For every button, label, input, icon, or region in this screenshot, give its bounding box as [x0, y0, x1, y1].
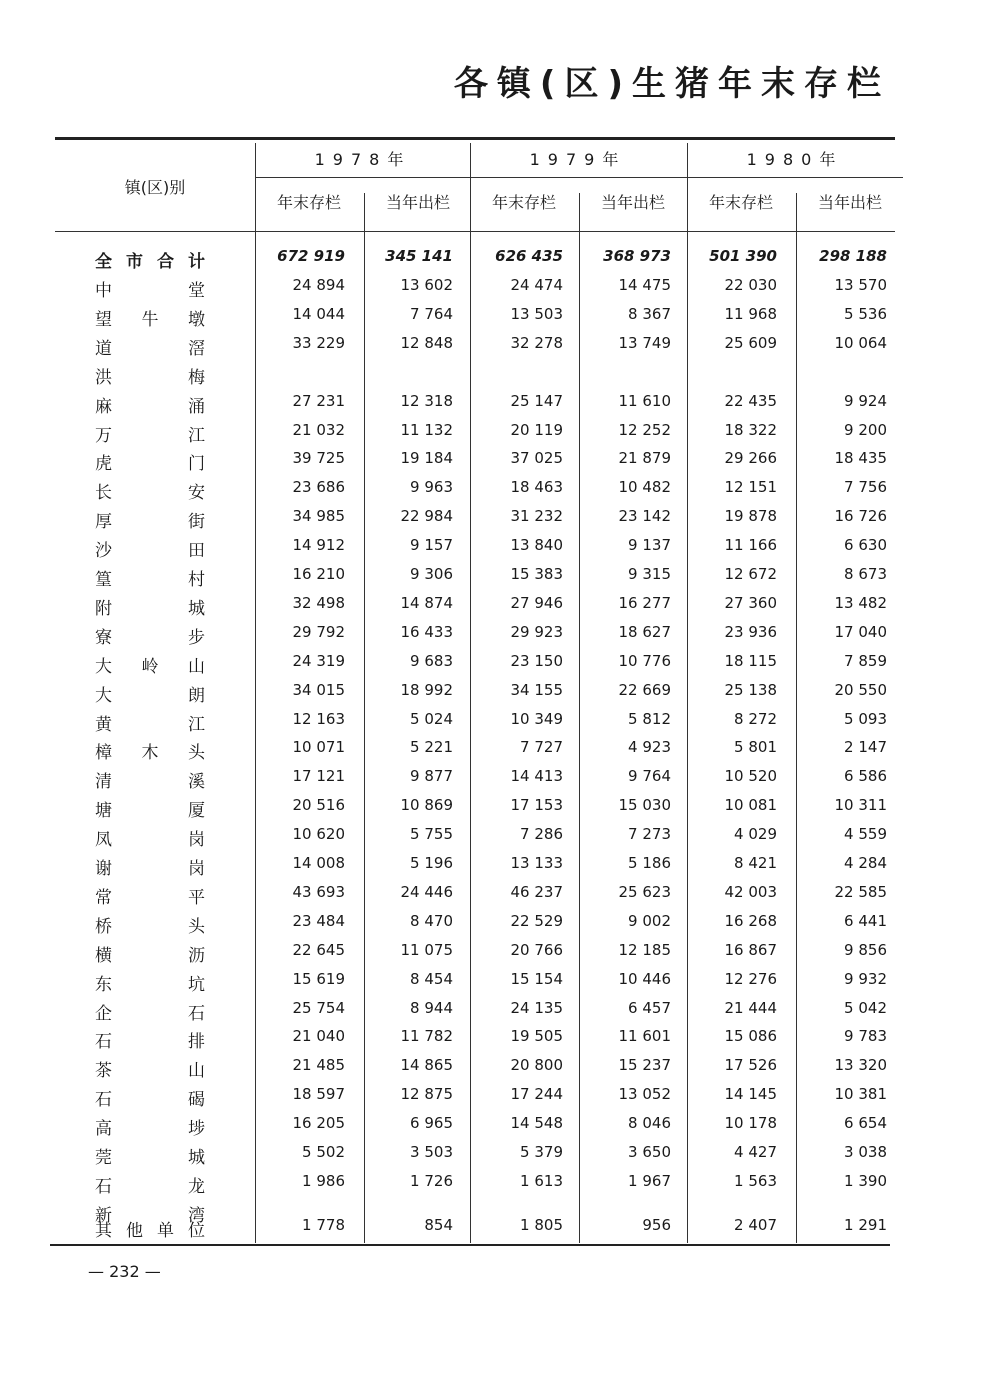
row-name: 虎 门: [95, 454, 205, 474]
row-value: 16 210: [292, 565, 345, 583]
table-row: [55, 681, 895, 707]
row-value: 21 485: [292, 1056, 345, 1074]
row-name: 万 江: [95, 426, 205, 446]
row-value: 15 383: [510, 565, 563, 583]
table-row: [55, 507, 895, 533]
row-value: 23 484: [292, 912, 345, 930]
row-value: 6 457: [628, 999, 671, 1017]
row-value: 20 516: [292, 796, 345, 814]
row-value: 43 693: [292, 883, 345, 901]
row-value: 18 322: [724, 421, 777, 439]
row-value: 8 046: [628, 1114, 671, 1132]
row-value: 18 627: [618, 623, 671, 641]
row-value: 13 133: [510, 854, 563, 872]
subheader-slaughter: 当年出栏: [600, 193, 665, 212]
row-value: 21 032: [292, 421, 345, 439]
row-value: 11 782: [400, 1027, 453, 1045]
row-value: 5 093: [844, 710, 887, 728]
row-value: 345 141: [385, 247, 453, 265]
row-value: 10 520: [724, 767, 777, 785]
row-value: 5 755: [410, 825, 453, 843]
row-value: 33 229: [292, 334, 345, 352]
row-value: 24 135: [510, 999, 563, 1017]
row-value: 11 610: [618, 392, 671, 410]
row-value: 15 086: [724, 1027, 777, 1045]
year-header: 1979年: [529, 150, 627, 169]
row-value: 18 115: [724, 652, 777, 670]
table-row: [55, 767, 895, 793]
table-row: [55, 449, 895, 475]
row-value: 10 064: [834, 334, 887, 352]
row-value: 22 435: [724, 392, 777, 410]
row-value: 11 132: [400, 421, 453, 439]
row-value: 46 237: [510, 883, 563, 901]
total-row: [55, 247, 895, 273]
row-value: 13 749: [618, 334, 671, 352]
row-value: 34 015: [292, 681, 345, 699]
row-value: 10 071: [292, 738, 345, 756]
row-value: 9 963: [410, 478, 453, 496]
row-value: 4 029: [734, 825, 777, 843]
row-value: 29 266: [724, 449, 777, 467]
row-value: 8 944: [410, 999, 453, 1017]
row-value: 9 764: [628, 767, 671, 785]
row-value: 12 672: [724, 565, 777, 583]
row-value: 7 764: [410, 305, 453, 323]
row-name: 大 岭 山: [95, 657, 205, 677]
row-value: 23 686: [292, 478, 345, 496]
row-value: 42 003: [724, 883, 777, 901]
row-value: 1 563: [734, 1172, 777, 1190]
row-name: 常 平: [95, 888, 205, 908]
row-name: 桥 头: [95, 917, 205, 937]
row-value: 17 526: [724, 1056, 777, 1074]
table-row: [55, 710, 895, 736]
row-value: 25 147: [510, 392, 563, 410]
row-value: 10 869: [400, 796, 453, 814]
table-row: [55, 1216, 895, 1242]
row-name: 沙 田: [95, 541, 205, 561]
row-name: 石 排: [95, 1032, 205, 1052]
row-value: 6 441: [844, 912, 887, 930]
subheader-stock: 年末存栏: [276, 193, 341, 212]
row-value: 11 075: [400, 941, 453, 959]
table-row: [55, 652, 895, 678]
row-name: 全 市 合 计: [95, 252, 205, 272]
table-row: [55, 883, 895, 909]
subheader-slaughter: 当年出栏: [385, 193, 450, 212]
row-value: 15 154: [510, 970, 563, 988]
row-name: 谢 岗: [95, 859, 205, 879]
row-value: 31 232: [510, 507, 563, 525]
table-row: [55, 1114, 895, 1140]
row-value: 16 277: [618, 594, 671, 612]
row-value: 6 630: [844, 536, 887, 554]
row-value: 12 318: [400, 392, 453, 410]
row-value: 4 427: [734, 1143, 777, 1161]
row-name: 厚 街: [95, 512, 205, 532]
row-value: 27 231: [292, 392, 345, 410]
row-value: 15 030: [618, 796, 671, 814]
table-row: [55, 334, 895, 360]
row-value: 22 645: [292, 941, 345, 959]
row-value: 18 463: [510, 478, 563, 496]
table-row: [55, 970, 895, 996]
row-value: 9 683: [410, 652, 453, 670]
row-value: 16 867: [724, 941, 777, 959]
row-value: 9 137: [628, 536, 671, 554]
row-value: 20 550: [834, 681, 887, 699]
row-value: 23 936: [724, 623, 777, 641]
row-value: 7 286: [520, 825, 563, 843]
row-value: 16 726: [834, 507, 887, 525]
row-value: 13 052: [618, 1085, 671, 1103]
subheader-stock: 年末存栏: [708, 193, 773, 212]
table-row: [55, 1027, 895, 1053]
row-value: 16 205: [292, 1114, 345, 1132]
row-value: 21 879: [618, 449, 671, 467]
row-value: 8 673: [844, 565, 887, 583]
row-value: 32 498: [292, 594, 345, 612]
table-row: [55, 421, 895, 447]
row-value: 11 166: [724, 536, 777, 554]
row-name: 其 他 单 位: [95, 1221, 205, 1241]
row-value: 14 865: [400, 1056, 453, 1074]
table-row: [55, 999, 895, 1025]
row-value: 15 619: [292, 970, 345, 988]
row-value: 5 196: [410, 854, 453, 872]
row-value: 1 726: [410, 1172, 453, 1190]
row-value: 13 840: [510, 536, 563, 554]
row-name: 篁 村: [95, 570, 205, 590]
row-name: 塘 厦: [95, 801, 205, 821]
row-value: 10 349: [510, 710, 563, 728]
table-row: [55, 854, 895, 880]
row-name: 长 安: [95, 483, 205, 503]
row-value: 5 379: [520, 1143, 563, 1161]
row-name: 寮 步: [95, 628, 205, 648]
row-value: 14 044: [292, 305, 345, 323]
subheader-slaughter: 当年出栏: [817, 193, 882, 212]
row-value: 24 474: [510, 276, 563, 294]
header-rule: [55, 231, 895, 232]
year-rule: [255, 177, 903, 178]
row-value: 32 278: [510, 334, 563, 352]
row-value: 8 454: [410, 970, 453, 988]
row-value: 12 163: [292, 710, 345, 728]
row-value: 8 367: [628, 305, 671, 323]
row-value: 14 548: [510, 1114, 563, 1132]
row-value: 1 967: [628, 1172, 671, 1190]
row-value: 18 435: [834, 449, 887, 467]
table-bottom-rule: [50, 1244, 890, 1246]
table-row: [55, 594, 895, 620]
row-value: 25 754: [292, 999, 345, 1017]
table-row: [55, 1085, 895, 1111]
row-value: 7 859: [844, 652, 887, 670]
row-value: 4 923: [628, 738, 671, 756]
row-value: 3 038: [844, 1143, 887, 1161]
row-value: 1 986: [302, 1172, 345, 1190]
row-name: 大 朗: [95, 686, 205, 706]
row-value: 17 121: [292, 767, 345, 785]
row-value: 22 585: [834, 883, 887, 901]
row-name: 望 牛 墩: [95, 310, 205, 330]
row-value: 10 178: [724, 1114, 777, 1132]
row-value: 5 221: [410, 738, 453, 756]
row-value: 25 609: [724, 334, 777, 352]
row-value: 13 503: [510, 305, 563, 323]
row-value: 13 602: [400, 276, 453, 294]
row-value: 9 157: [410, 536, 453, 554]
row-name: 新 湾: [95, 1206, 205, 1226]
row-value: 14 413: [510, 767, 563, 785]
row-name: 洪 梅: [95, 368, 205, 388]
row-value: 16 433: [400, 623, 453, 641]
row-name: 中 堂: [95, 281, 205, 301]
row-value: 12 276: [724, 970, 777, 988]
row-value: 25 138: [724, 681, 777, 699]
row-value: 29 923: [510, 623, 563, 641]
table-row: [55, 796, 895, 822]
row-value: 10 446: [618, 970, 671, 988]
row-value: 12 848: [400, 334, 453, 352]
row-value: 34 155: [510, 681, 563, 699]
row-value: 9 783: [844, 1027, 887, 1045]
page-number: — 232 —: [88, 1262, 161, 1281]
row-name: 道 滘: [95, 339, 205, 359]
row-value: 5 186: [628, 854, 671, 872]
row-value: 3 650: [628, 1143, 671, 1161]
row-name: 东 坑: [95, 975, 205, 995]
row-value: 22 030: [724, 276, 777, 294]
table-row: [55, 1143, 895, 1169]
row-value: 626 435: [495, 247, 563, 265]
table-top-rule: [55, 137, 895, 140]
row-value: 2 407: [734, 1216, 777, 1234]
row-name: 高 埗: [95, 1119, 205, 1139]
row-name: 附 城: [95, 599, 205, 619]
row-value: 6 586: [844, 767, 887, 785]
row-value: 24 894: [292, 276, 345, 294]
row-name: 茶 山: [95, 1061, 205, 1081]
row-value: 5 536: [844, 305, 887, 323]
table-row: [55, 536, 895, 562]
row-value: 27 946: [510, 594, 563, 612]
row-value: 21 040: [292, 1027, 345, 1045]
row-name: 凤 岗: [95, 830, 205, 850]
row-value: 21 444: [724, 999, 777, 1017]
row-value: 5 801: [734, 738, 777, 756]
row-value: 10 776: [618, 652, 671, 670]
row-value: 9 200: [844, 421, 887, 439]
year-header: 1980年: [746, 150, 844, 169]
row-value: 17 040: [834, 623, 887, 641]
row-value: 13 482: [834, 594, 887, 612]
row-value: 368 973: [603, 247, 671, 265]
table-row: [55, 623, 895, 649]
row-value: 29 792: [292, 623, 345, 641]
row-value: 10 381: [834, 1085, 887, 1103]
row-value: 1 805: [520, 1216, 563, 1234]
table-row: [55, 825, 895, 851]
row-value: 20 119: [510, 421, 563, 439]
row-name: 莞 城: [95, 1148, 205, 1168]
row-value: 19 878: [724, 507, 777, 525]
row-value: 956: [642, 1216, 671, 1234]
row-value: 9 002: [628, 912, 671, 930]
row-name: 石 龙: [95, 1177, 205, 1197]
row-value: 27 360: [724, 594, 777, 612]
row-value: 14 475: [618, 276, 671, 294]
row-value: 7 756: [844, 478, 887, 496]
table-row: [55, 1172, 895, 1198]
row-value: 8 470: [410, 912, 453, 930]
row-value: 9 315: [628, 565, 671, 583]
row-name: 石 碣: [95, 1090, 205, 1110]
row-value: 5 502: [302, 1143, 345, 1161]
row-value: 18 597: [292, 1085, 345, 1103]
row-name: 樟 木 头: [95, 743, 205, 763]
row-value: 298 188: [819, 247, 887, 265]
row-value: 23 150: [510, 652, 563, 670]
row-value: 1 291: [844, 1216, 887, 1234]
row-value: 25 623: [618, 883, 671, 901]
row-value: 9 306: [410, 565, 453, 583]
row-name: 麻 涌: [95, 397, 205, 417]
row-value: 9 932: [844, 970, 887, 988]
table-row: [55, 738, 895, 764]
row-value: 1 613: [520, 1172, 563, 1190]
table-row: [55, 276, 895, 302]
row-value: 4 284: [844, 854, 887, 872]
row-value: 3 503: [410, 1143, 453, 1161]
table-row: [55, 912, 895, 938]
page-title: 各镇(区)生猪年末存栏: [453, 64, 890, 104]
row-value: 7 727: [520, 738, 563, 756]
subheader-stock: 年末存栏: [491, 193, 556, 212]
row-value: 22 669: [618, 681, 671, 699]
table-row: [55, 941, 895, 967]
row-value: 12 252: [618, 421, 671, 439]
row-value: 19 184: [400, 449, 453, 467]
row-value: 5 024: [410, 710, 453, 728]
row-value: 10 311: [834, 796, 887, 814]
row-value: 22 984: [400, 507, 453, 525]
row-value: 6 654: [844, 1114, 887, 1132]
table-row: [55, 305, 895, 331]
row-value: 11 968: [724, 305, 777, 323]
row-value: 20 800: [510, 1056, 563, 1074]
row-value: 14 912: [292, 536, 345, 554]
row-value: 20 766: [510, 941, 563, 959]
table-row: [55, 565, 895, 591]
table-row: [55, 363, 895, 389]
row-value: 672 919: [277, 247, 345, 265]
row-value: 7 273: [628, 825, 671, 843]
row-value: 17 153: [510, 796, 563, 814]
row-value: 2 147: [844, 738, 887, 756]
row-name: 黄 江: [95, 715, 205, 735]
row-value: 37 025: [510, 449, 563, 467]
row-value: 854: [424, 1216, 453, 1234]
row-value: 24 319: [292, 652, 345, 670]
row-value: 501 390: [709, 247, 777, 265]
row-value: 4 559: [844, 825, 887, 843]
table-row: [55, 478, 895, 504]
row-value: 22 529: [510, 912, 563, 930]
row-value: 5 042: [844, 999, 887, 1017]
row-value: 1 778: [302, 1216, 345, 1234]
row-value: 9 856: [844, 941, 887, 959]
table-row: [55, 392, 895, 418]
row-value: 14 008: [292, 854, 345, 872]
row-value: 34 985: [292, 507, 345, 525]
row-value: 18 992: [400, 681, 453, 699]
row-value: 19 505: [510, 1027, 563, 1045]
year-header: 1978年: [314, 150, 412, 169]
row-value: 12 185: [618, 941, 671, 959]
row-value: 13 320: [834, 1056, 887, 1074]
row-value: 12 875: [400, 1085, 453, 1103]
row-value: 9 924: [844, 392, 887, 410]
row-value: 11 601: [618, 1027, 671, 1045]
row-value: 1 390: [844, 1172, 887, 1190]
row-value: 6 965: [410, 1114, 453, 1132]
row-name: 清 溪: [95, 772, 205, 792]
row-value: 14 874: [400, 594, 453, 612]
row-value: 12 151: [724, 478, 777, 496]
row-value: 5 812: [628, 710, 671, 728]
row-value: 23 142: [618, 507, 671, 525]
row-value: 10 620: [292, 825, 345, 843]
row-value: 17 244: [510, 1085, 563, 1103]
row-value: 10 482: [618, 478, 671, 496]
row-value: 24 446: [400, 883, 453, 901]
row-value: 13 570: [834, 276, 887, 294]
row-value: 39 725: [292, 449, 345, 467]
row-header: 镇(区)别: [124, 178, 186, 197]
row-value: 9 877: [410, 767, 453, 785]
row-value: 8 272: [734, 710, 777, 728]
row-value: 16 268: [724, 912, 777, 930]
row-name: 企 石: [95, 1004, 205, 1024]
row-value: 8 421: [734, 854, 777, 872]
row-value: 10 081: [724, 796, 777, 814]
row-value: 15 237: [618, 1056, 671, 1074]
row-value: 14 145: [724, 1085, 777, 1103]
row-name: 横 沥: [95, 946, 205, 966]
table-row: [55, 1056, 895, 1082]
